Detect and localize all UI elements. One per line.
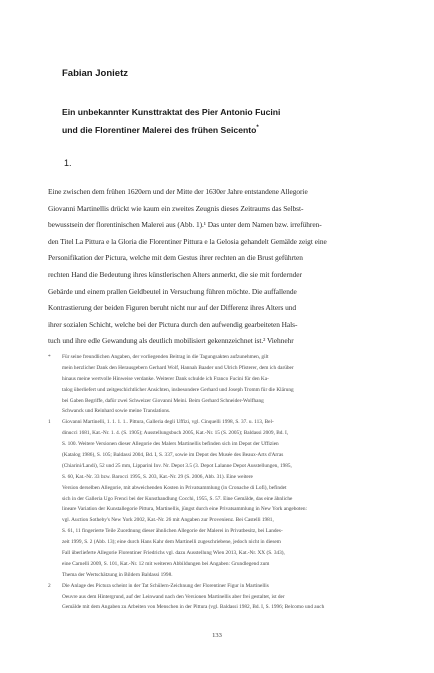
author-name: Fabian Jonietz xyxy=(62,68,128,79)
footnote-line: (Katalog 1986), S. 105; Baldassi 2004, Bd. I, S. 337, sowie im Depot des Musée des Beaux-Arts d'Arras xyxy=(62,452,284,459)
footnote-line: S. 100. Weitere Versionen dieser Allegorie des Malers Martinellis befinden sich im Depot der Uffizien xyxy=(62,441,279,448)
footnote-line: dinucci 1681, Kat.-Nr. 1. 4. (S. 1905); Ausstellungsbuch 2005, Kat.-Nr. 15 (S. 2005); Baldassi 2009, Bd. I, xyxy=(62,430,289,437)
body-paragraph xyxy=(48,184,383,350)
footnote-text: Die Anlage des Pictura scheint in der Tat Schülern-Zeichnung der Florentiner Figur in Martinellis xyxy=(62,582,269,589)
footnote-line: Oeuvre aus dem Hintergrund, auf der Leinwand nach den Versionen Martinellis aber frei gestaltet, ist der xyxy=(62,593,285,600)
footnote-line: hinaus meine wertvolle Hinweise verdanke. Weiterer Dank schulde ich Franco Fucini für den Ka- xyxy=(62,375,269,382)
footnotes xyxy=(48,352,383,613)
title-line-2-text: und die Florentiner Malerei des frühen Seicento xyxy=(62,124,257,135)
footnote-line: lineare Variation der Kunstallegorie Pittura, Martinellis, jüngst durch eine Privatsammlung in New York angeboten: xyxy=(62,506,307,513)
body-line: ihrer sozialen Schicht, welche bei der Pictura durch den aufwendig gearbeiteten Hals- xyxy=(48,319,298,329)
footnote-text: Für seine freundlichen Angaben, der vorliegenden Beitrag in die Tagungsakten aufzunehmen, gilt xyxy=(62,354,269,360)
footnote-line: Thema der Wertschätzung in Bildern Baldassi 1998. xyxy=(62,571,173,578)
title-line-2 xyxy=(62,120,362,138)
footnote-line xyxy=(48,417,383,428)
footnote-line: vgl. Auction Sotheby's New York 2002, Kat.-Nr. 26 mit Angaben zur Provenienz. Bei Castelli 1981, xyxy=(62,517,274,524)
title-footnote-marker: * xyxy=(256,125,259,131)
footnote-line: Schwanck und Reinhard sowie meine Translations. xyxy=(62,408,171,415)
footnote-number: * xyxy=(48,354,51,360)
footnote-line: S. 60, Kat.-Nr. 33 bzw. Barocci 1995, S. 203, Kat.-Nr. 29 (S. 2006, Abb. 31). Eine weitere xyxy=(62,473,253,480)
body-line: den Titel La Pittura e la Gloria die Florentiner Pittura e la Gelosia gehandelt Gemälde zeigt eine xyxy=(48,236,327,246)
body-line: rechten Hand die Bedeutung ihres künstlerischen Alters anmerkt, die sie mit fordernder xyxy=(48,269,302,279)
body-line: Gebärde und einem prallen Geldbeutel in Versuchung führen möchte. Die auffallende xyxy=(48,286,297,296)
body-line: Eine zwischen dem frühen 1620ern und der Mitte der 1630er Jahre entstandene Allegorie xyxy=(48,187,308,196)
footnote-line: sich in der Galleria Ugo Frenci bei der Kunsthandlung Cocchi, 1955, S. 57. Eine Gemälde, das eine ähnliche xyxy=(62,495,293,502)
article-title xyxy=(62,104,362,138)
footnote-line: Version derselben Allegorie, mit abweichenden Kosten in Privatsammlung (in Cronache di Lofi), befindet xyxy=(62,484,287,491)
body-line: Kontrastierung der beiden Figuren beruht nicht nur auf der Differenz ihres Alters und xyxy=(48,303,297,313)
footnote-text: Giovanni Martinelli, 1. 1. 1. 1.. Pittura, Galleria degli Uffizi, vgl. Cinquelli 1998, S. 37. u. 113, Bel- xyxy=(62,419,274,426)
footnote-line: (Chiarini/Landi), 52 und 25 mm, Lipparini Inv. Nr. Depot 3.5 (3. Depot Lalanne Depot Ausstellungen, 1985, xyxy=(62,462,292,469)
body-line: bewusstsein der florentinischen Malerei aus (Abb. 1).¹ Das unter dem Namen bzw. irreführen- xyxy=(48,220,322,230)
title-line-1: Ein unbekannter Kunsttraktat des Pier Antonio Fucini xyxy=(62,107,281,117)
footnote-number: 1 xyxy=(48,419,51,426)
footnote-line: bei Gaben Begriffe, dafür zwei Schweizer Giovanni Meini. Beim Gerhard Schneider-Wolfhang xyxy=(62,397,264,404)
body-line: Giovanni Martinellis drückt wie kaum ein zweites Zeugnis dieses Zeitraums das Selbst- xyxy=(48,203,304,213)
footnote-line: Fall überlieferte Allegorie Florentiner Friedrichs vgl. dazu Ausstellung Wien 2013, Kat.-Nr. XX (S. 343), xyxy=(62,550,285,557)
footnote-line: Gemälde mit dem Angaben zu Arbeiten von Menschen in der Pittura (vgl. Baldassi 1982, Bd. I, S. 1996; Belcomo und auch xyxy=(62,604,325,611)
footnote-line xyxy=(48,352,383,363)
page-number: 133 xyxy=(212,632,222,639)
body-line: tuch und ihre edle Gewandung als deutlich mobilisiert gekennzeichnet ist.² Viehnehr xyxy=(48,336,294,346)
section-number: 1. xyxy=(64,158,72,168)
body-line: Personifikation der Pictura, welche mit dem Gestus ihrer rechten an die Brust geführten xyxy=(48,253,303,263)
footnote-line: S. 61, 11 fingerierte Teile Zuordnung dieser ähnlichen Allegorie der Malerei in Privatbesitz, bei Landes- xyxy=(62,528,283,535)
footnote-line: mein herzlicher Dank den Herausgebern Gerhard Wolf, Hannah Baader und Ulrich Pfisterer, dem ich darüber xyxy=(62,364,294,371)
footnote-line xyxy=(48,581,383,592)
footnote-line: zeit 1999, S. 2 (Abb. 13); eine durch Hans Kahr dem Martinelli zugeschriebene, jedoch nicht in diesem xyxy=(62,539,281,546)
footnote-number: 2 xyxy=(48,582,51,589)
footnote-line: eine Carnelli 2009, S. 101, Kat.-Nr. 12 mit weiteren Abbildungen bei Angaben: Grundlegend zum xyxy=(62,560,270,567)
footnote-line: talog überliefert und zeitgeschichtlicher Ansichten, insbesondere Gerhard und Joseph Tromm für die Klärung xyxy=(62,386,294,393)
